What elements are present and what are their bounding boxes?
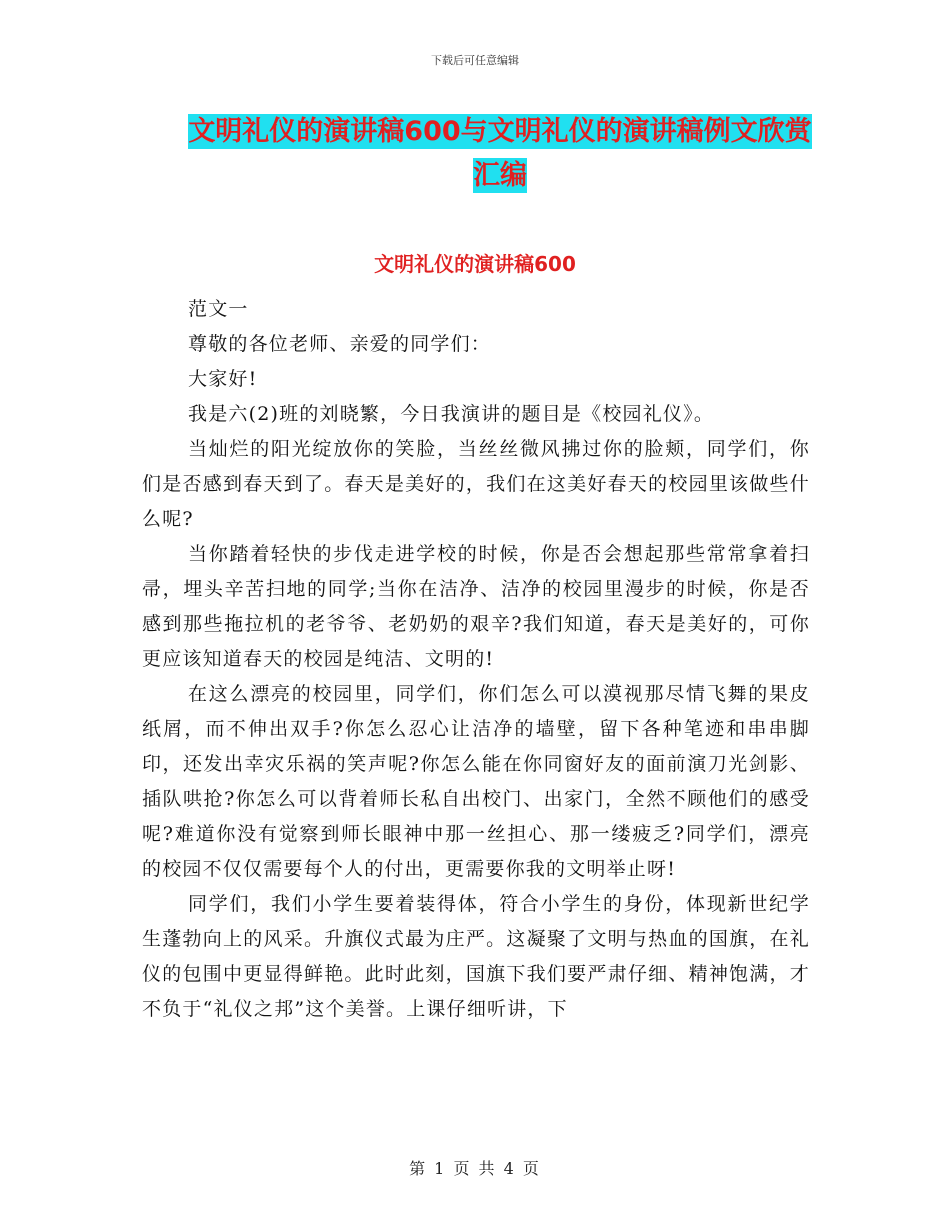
document-title-line-1: 文明礼仪的演讲稿600与文明礼仪的演讲稿例文欣赏 <box>188 116 812 147</box>
paragraph: 大家好! <box>188 368 258 390</box>
section-title: 文明礼仪的演讲稿600 <box>374 252 576 276</box>
page-number: 第 1 页 共 4 页 <box>409 1159 541 1178</box>
paragraph: 范文一 <box>188 298 249 320</box>
paragraph: 当灿烂的阳光绽放你的笑脸，当丝丝微风拂过你的脸颊，同学们，你们是否感到春天到了。春天是美好的，我们在这美好春天的校园里该做些什么呢? <box>142 438 810 530</box>
paragraph: 尊敬的各位老师、亲爱的同学们： <box>188 333 492 355</box>
paragraph: 同学们，我们小学生要着装得体，符合小学生的身份，体现新世纪学生蓬勃向上的风采。升旗仪式最为庄严。这凝聚了文明与热血的国旗，在礼仪的包围中更显得鲜艳。此时此刻，国旗下我们要严肃仔细、精神饱满，才不负于“礼仪之邦”这个美誉。上课仔细听讲，下 <box>142 893 810 1020</box>
paragraph: 在这么漂亮的校园里，同学们，你们怎么可以漠视那尽情飞舞的果皮纸屑，而不伸出双手?你怎么忍心让洁净的墙壁，留下各种笔迹和串串脚印，还发出幸灾乐祸的笑声呢?你怎么能在你同窗好友的面前演刀光剑影、插队哄抢?你怎么可以背着师长私自出校门、出家门，全然不顾他们的感受呢?难道你没有觉察到师长眼神中那一丝担心、那一缕疲乏?同学们，漂亮的校园不仅仅需要每个人的付出，更需要你我的文明举止呀! <box>142 683 810 880</box>
body-text <box>142 292 810 1027</box>
header-note: 下载后可任意编辑 <box>431 54 519 67</box>
document-title-line-2: 汇编 <box>473 160 527 191</box>
paragraph: 当你踏着轻快的步伐走进学校的时候，你是否会想起那些常常拿着扫帚，埋头辛苦扫地的同学;当你在洁净、洁净的校园里漫步的时候，你是否感到那些拖拉机的老爷爷、老奶奶的艰辛?我们知道，春天是美好的，可你更应该知道春天的校园是纯洁、文明的! <box>142 543 810 670</box>
paragraph: 我是六(2)班的刘晓繁，今日我演讲的题目是《校园礼仪》。 <box>188 403 715 425</box>
document-title <box>120 110 880 198</box>
